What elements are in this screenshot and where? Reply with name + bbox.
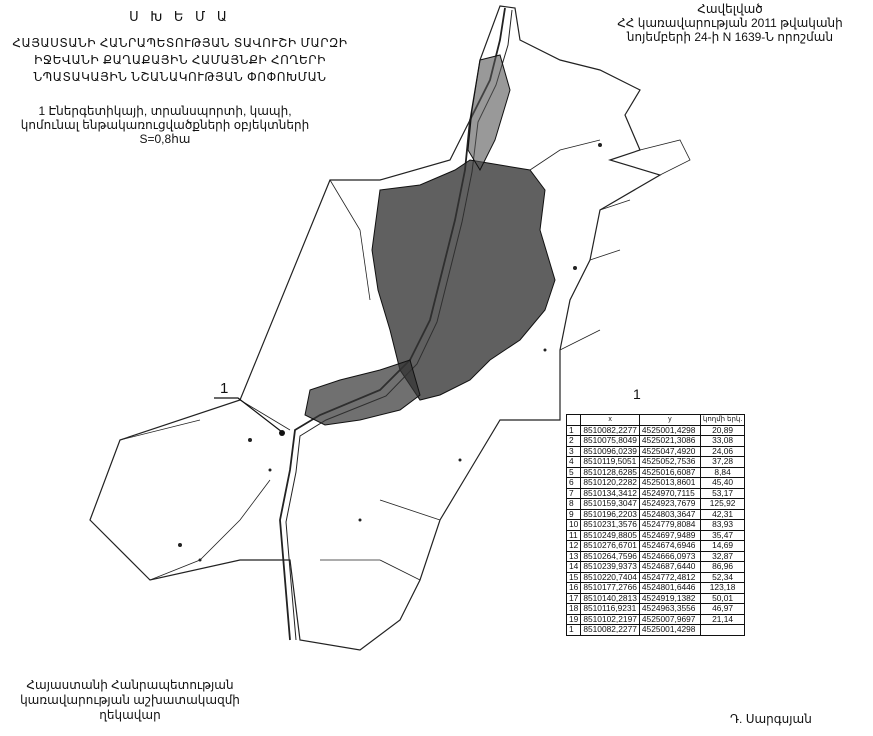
object-note-area: S=0,8հա (139, 132, 191, 146)
table-cell-len: 33,08 (700, 436, 744, 447)
table-cell-len: 42,31 (700, 509, 744, 520)
footer-line-1: Հայաստանի Հանրապետության (26, 678, 234, 692)
table-cell-len: 14,69 (700, 541, 744, 552)
table-cell-n: 5 (567, 467, 581, 478)
subtitle-line-3: ՆՊԱՏԱԿԱՅԻՆ ՆՇԱՆԱԿՈՒԹՅԱՆ ՓՈՓՈԽՄԱՆ (33, 70, 327, 84)
table-row (567, 541, 745, 552)
table-cell-y: 4525007,9697 (639, 614, 700, 625)
table-row (567, 509, 745, 520)
subtitle-line-2: ԻՋԵՎԱՆԻ ՔԱՂԱՔԱՅԻՆ ՀԱՄԱՅՆՔԻ ՀՈՂԵՐԻ (34, 53, 326, 67)
table-cell-x: 8510177,2766 (581, 583, 640, 594)
table-cell-x: 8510120,2282 (581, 478, 640, 489)
header-y: y (639, 415, 700, 426)
table-header-row (567, 415, 745, 426)
coordinate-table-body (567, 425, 745, 635)
approval-note (600, 2, 860, 44)
table-row (567, 593, 745, 604)
table-cell-n: 6 (567, 478, 581, 489)
table-cell-n: 15 (567, 572, 581, 583)
north-settlement (468, 55, 510, 170)
plot-1-leader-line (214, 398, 282, 432)
table-cell-x: 8510159,3047 (581, 499, 640, 510)
header-x: x (581, 415, 640, 426)
table-cell-x: 8510249,8805 (581, 530, 640, 541)
table-cell-n: 19 (567, 614, 581, 625)
table-cell-y: 4524772,4812 (639, 572, 700, 583)
table-cell-n: 7 (567, 488, 581, 499)
table-cell-n: 8 (567, 499, 581, 510)
footer-line-2: կառավարության աշխատակազմի (20, 693, 240, 707)
table-cell-n: 14 (567, 562, 581, 573)
approval-line-2: ՀՀ կառավարության 2011 թվականի (617, 16, 843, 30)
table-row (567, 436, 745, 447)
table-row (567, 604, 745, 615)
table-cell-x: 8510096,0239 (581, 446, 640, 457)
table-cell-y: 4524919,1382 (639, 593, 700, 604)
table-cell-y: 4524963,3556 (639, 604, 700, 615)
table-row (567, 467, 745, 478)
table-cell-len: 24,06 (700, 446, 744, 457)
table-row (567, 499, 745, 510)
table-cell-n: 10 (567, 520, 581, 531)
table-cell-n: 4 (567, 457, 581, 468)
table-cell-y: 4524801,6446 (639, 583, 700, 594)
table-cell-x: 8510119,5051 (581, 457, 640, 468)
object-note-line-1: 1 Էներգետիկայի, տրանսպորտի, կապի, (38, 104, 292, 118)
table-row (567, 488, 745, 499)
table-cell-len: 32,87 (700, 551, 744, 562)
table-cell-len: 46,97 (700, 604, 744, 615)
table-cell-len: 52,34 (700, 572, 744, 583)
table-row (567, 562, 745, 573)
table-cell-len: 20,89 (700, 425, 744, 436)
header-length: կողմի երկ. (700, 415, 744, 426)
table-cell-n: 1 (567, 425, 581, 436)
table-cell-y: 4525052,7536 (639, 457, 700, 468)
table-cell-y: 4524697,9489 (639, 530, 700, 541)
plot-1-marker (279, 430, 285, 436)
table-cell-y: 4525013,8601 (639, 478, 700, 489)
table-row (567, 446, 745, 457)
table-cell-x: 8510116,9231 (581, 604, 640, 615)
table-cell-len: 37,28 (700, 457, 744, 468)
table-cell-len (700, 625, 744, 636)
table-cell-x: 8510082,2277 (581, 425, 640, 436)
table-cell-len: 8,84 (700, 467, 744, 478)
table-row (567, 520, 745, 531)
table-cell-x: 8510220,7404 (581, 572, 640, 583)
table-cell-x: 8510264,7596 (581, 551, 640, 562)
table-cell-x: 8510239,9373 (581, 562, 640, 573)
object-note-line-2: կոմունալ ենթակառուցվածքների օբյեկտների (20, 118, 310, 132)
signatory-name: Դ. Սարգսյան (730, 712, 812, 726)
table-cell-y: 4524779,8084 (639, 520, 700, 531)
table-cell-n: 16 (567, 583, 581, 594)
table-cell-n: 18 (567, 604, 581, 615)
approval-line-1: Հավելված (697, 2, 763, 16)
table-row (567, 614, 745, 625)
table-cell-y: 4524666,0973 (639, 551, 700, 562)
table-row (567, 551, 745, 562)
header-number (567, 415, 581, 426)
table-cell-y: 4525001,4298 (639, 425, 700, 436)
scheme-title-block (10, 8, 350, 86)
table-cell-y: 4524803,3647 (639, 509, 700, 520)
plot-1-label: 1 (220, 380, 229, 397)
table-row (567, 457, 745, 468)
table-cell-n: 9 (567, 509, 581, 520)
table-cell-len: 21,14 (700, 614, 744, 625)
table-caption: 1 (633, 386, 641, 402)
table-cell-x: 8510196,2203 (581, 509, 640, 520)
table-cell-n: 11 (567, 530, 581, 541)
table-row (567, 478, 745, 489)
subtitle-line-1: ՀԱՅԱՍՏԱՆԻ ՀԱՆՐԱՊԵՏՈՒԹՅԱՆ ՏԱՎՈՒՇԻ ՄԱՐԶԻ (12, 36, 348, 50)
table-cell-len: 125,92 (700, 499, 744, 510)
coordinate-table (566, 414, 745, 636)
footer-line-3: ղեկավար (99, 708, 161, 722)
table-cell-x: 8510128,6285 (581, 467, 640, 478)
table-row (567, 625, 745, 636)
scheme-title: Ս Խ Ե Մ Ա (129, 9, 231, 24)
table-cell-x: 8510075,8049 (581, 436, 640, 447)
table-row (567, 530, 745, 541)
approval-line-3: նոյեմբերի 24-ի N 1639-Ն որոշման (626, 30, 834, 44)
table-cell-len: 35,47 (700, 530, 744, 541)
table-cell-x: 8510102,2197 (581, 614, 640, 625)
object-note (0, 104, 330, 146)
table-cell-n: 1 (567, 625, 581, 636)
table-row (567, 583, 745, 594)
table-cell-len: 86,96 (700, 562, 744, 573)
table-cell-n: 2 (567, 436, 581, 447)
table-cell-y: 4524923,7679 (639, 499, 700, 510)
table-cell-x: 8510231,3576 (581, 520, 640, 531)
table-cell-len: 83,93 (700, 520, 744, 531)
built-up-area-south (305, 360, 420, 425)
table-cell-n: 12 (567, 541, 581, 552)
table-cell-x: 8510276,6701 (581, 541, 640, 552)
table-cell-x: 8510134,3412 (581, 488, 640, 499)
table-cell-len: 123,18 (700, 583, 744, 594)
table-cell-y: 4524674,6946 (639, 541, 700, 552)
table-cell-n: 13 (567, 551, 581, 562)
table-cell-y: 4524687,6440 (639, 562, 700, 573)
table-cell-x: 8510082,2277 (581, 625, 640, 636)
table-cell-len: 53,17 (700, 488, 744, 499)
table-cell-len: 50,01 (700, 593, 744, 604)
table-cell-y: 4525021,3086 (639, 436, 700, 447)
footer-signatory-title (0, 678, 260, 723)
table-cell-x: 8510140,2813 (581, 593, 640, 604)
table-row (567, 572, 745, 583)
table-cell-n: 17 (567, 593, 581, 604)
table-cell-n: 3 (567, 446, 581, 457)
table-cell-y: 4525001,4298 (639, 625, 700, 636)
table-cell-y: 4525047,4920 (639, 446, 700, 457)
table-cell-len: 45,40 (700, 478, 744, 489)
table-cell-y: 4525016,6087 (639, 467, 700, 478)
table-cell-y: 4524970,7115 (639, 488, 700, 499)
table-row (567, 425, 745, 436)
